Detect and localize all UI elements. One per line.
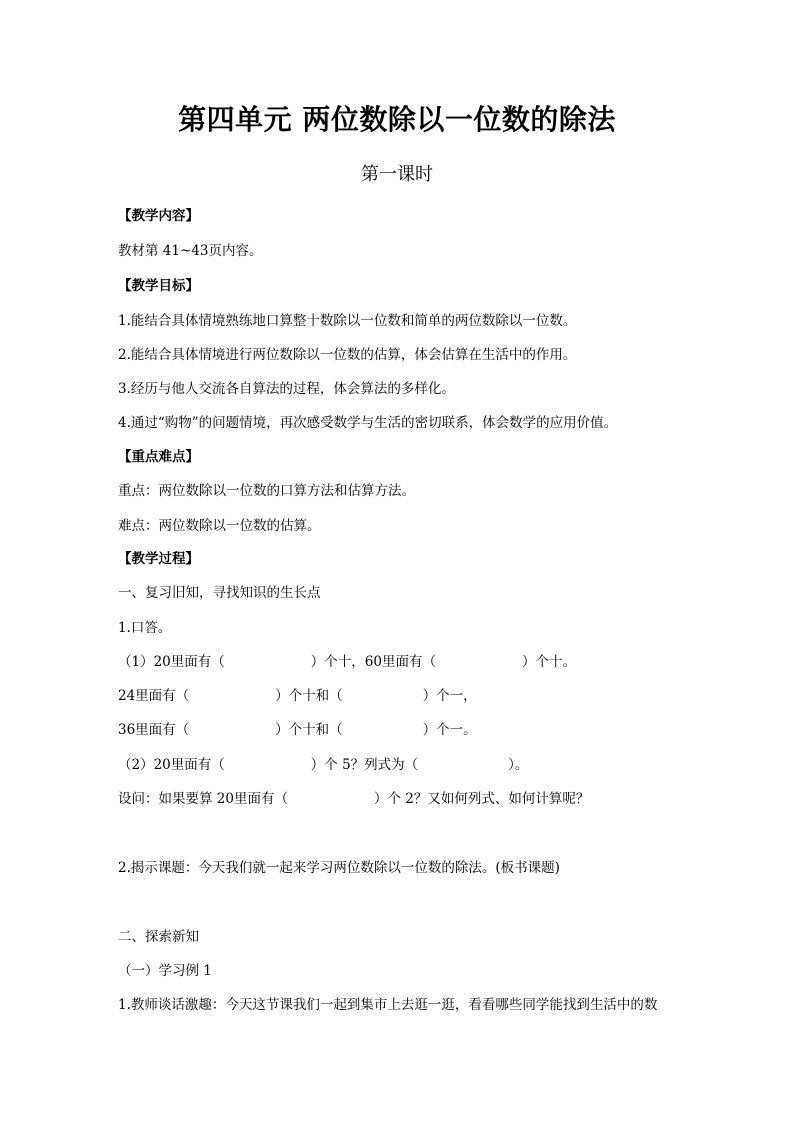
- step-2-heading: 二、探索新知: [118, 929, 199, 945]
- goal-item-3: 3.经历与他人交流各自算法的过程，体会算法的多样化。: [118, 381, 455, 397]
- question-line-2: [118, 687, 477, 705]
- document-title: 第四单元 两位数除以一位数的除法: [178, 103, 616, 136]
- question-2-part-c: ）个一，: [422, 688, 477, 704]
- question-3-part-c: ）个一。: [422, 722, 477, 738]
- question-2-part-b: ）个十和（: [275, 688, 343, 704]
- content-text: 教材第 41~43页内容。: [118, 243, 263, 259]
- step-1-heading: 一、复习旧知，寻找知识的生长点: [118, 585, 321, 601]
- question-line-3: [118, 721, 477, 739]
- content-heading: 【教学内容】: [118, 208, 199, 224]
- question-3-part-b: ）个十和（: [275, 722, 343, 738]
- goals-heading: 【教学目标】: [118, 278, 199, 294]
- question-4-part-a: （2）20里面有（: [118, 757, 225, 773]
- question-1-part-c: ）个十。: [521, 654, 576, 670]
- example-1-heading: （一）学习例 1: [118, 963, 212, 979]
- question-line-4: [118, 756, 528, 774]
- difficulty-text: 难点：两位数除以一位数的估算。: [118, 518, 321, 534]
- question-1-part-a: （1）20里面有（: [118, 654, 225, 670]
- document-subtitle: 第一课时: [361, 164, 433, 185]
- keypoints-heading: 【重点难点】: [118, 449, 199, 465]
- question-line-5: [118, 790, 589, 808]
- question-line-1: [118, 653, 576, 671]
- question-1-part-b: ）个十，60里面有（: [310, 654, 436, 670]
- oral-answer-label: 1.口答。: [118, 620, 172, 636]
- keypoint-text: 重点：两位数除以一位数的口算方法和估算方法。: [118, 483, 415, 499]
- question-4-part-b: ）个 5？列式为（: [310, 757, 419, 773]
- process-heading: 【教学过程】: [118, 551, 199, 567]
- goal-item-1: 1.能结合具体情境熟练地口算整十数除以一位数和简单的两位数除以一位数。: [118, 313, 577, 329]
- goal-item-4: 4.通过“购物”的问题情境，再次感受数学与生活的密切联系，体会数学的应用价值。: [118, 415, 618, 431]
- goal-item-2: 2.能结合具体情境进行两位数除以一位数的估算，体会估算在生活中的作用。: [118, 347, 577, 363]
- question-3-part-a: 36里面有（: [118, 722, 190, 738]
- question-5-part-b: ）个 2？又如何列式、如何计算呢？: [373, 791, 590, 807]
- question-2-part-a: 24里面有（: [118, 688, 190, 704]
- reveal-topic: 2.揭示课题：今天我们就一起来学习两位数除以一位数的除法。(板书课题): [118, 860, 560, 876]
- teacher-talk-text: 1.教师谈话激趣：今天这节课我们一起到集市上去逛一逛，看看哪些同学能找到生活中的数: [118, 997, 658, 1013]
- question-5-part-a: 设问：如果要算 20里面有（: [118, 791, 288, 807]
- question-4-part-c: ）。: [508, 757, 529, 773]
